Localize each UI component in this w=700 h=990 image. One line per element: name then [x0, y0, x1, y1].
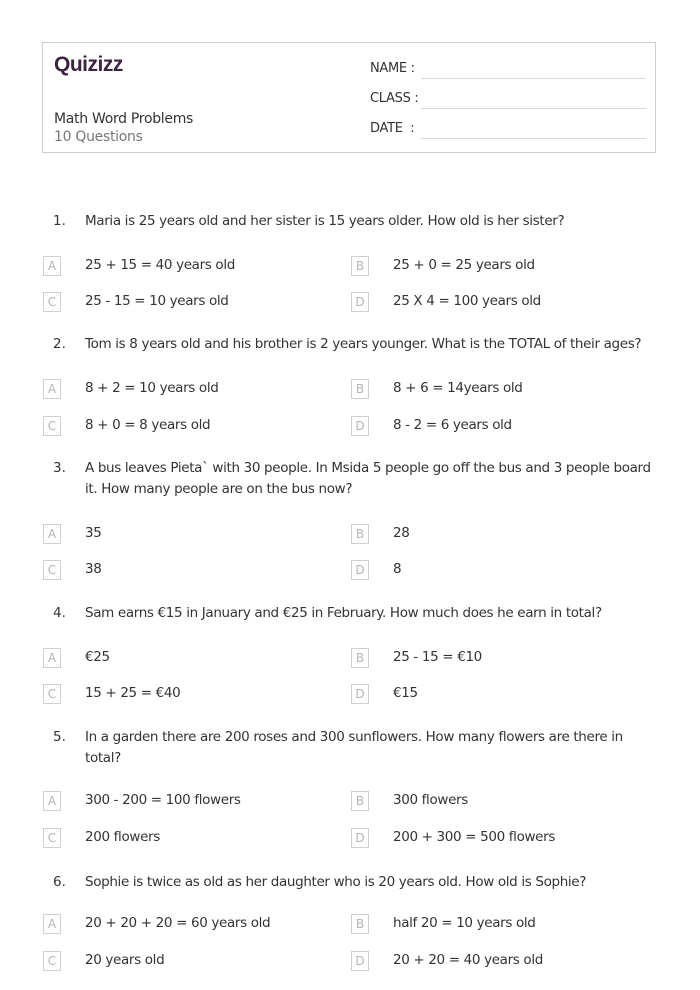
option-text: 20 + 20 + 20 = 60 years old [85, 915, 271, 931]
option-text: 300 flowers [393, 792, 468, 808]
class-label: CLASS : [370, 91, 419, 106]
option-letter-box: C [43, 416, 61, 436]
option-text: 25 - 15 = €10 [393, 649, 482, 665]
question-text: Tom is 8 years old and his brother is 2 years younger. What is the TOTAL of their ages? [85, 336, 642, 352]
option-text: half 20 = 10 years old [393, 915, 536, 931]
option-letter-box: A [43, 914, 61, 934]
name-label: NAME : [370, 61, 415, 76]
option-text: €15 [393, 685, 418, 701]
class-field[interactable] [421, 108, 646, 109]
option-text: 8 + 0 = 8 years old [85, 417, 211, 433]
option-text: 300 - 200 = 100 flowers [85, 792, 241, 808]
date-field[interactable] [421, 138, 646, 139]
option-text: 20 years old [85, 952, 165, 968]
option-letter-box: A [43, 791, 61, 811]
question-text: Maria is 25 years old and her sister is 15 years older. How old is her sister? [85, 213, 565, 229]
question-number: 1. [53, 213, 66, 229]
option-text: 200 + 300 = 500 flowers [393, 829, 556, 845]
option-letter-box: D [351, 560, 369, 580]
question-number: 4. [53, 605, 66, 621]
option-text: €25 [85, 649, 110, 665]
question-text: A bus leaves Pieta` with 30 people. In Msida 5 people go off the bus and 3 people board it. How many people are on the bus now? [85, 460, 651, 497]
option-text: 25 + 0 = 25 years old [393, 257, 535, 273]
option-letter-box: B [351, 524, 369, 544]
option-text: 25 + 15 = 40 years old [85, 257, 235, 273]
option-letter-box: D [351, 684, 369, 704]
question-number: 2. [53, 336, 66, 352]
option-letter-box: A [43, 379, 61, 399]
option-letter-box: C [43, 951, 61, 971]
question-text: Sophie is twice as old as her daughter who is 20 years old. How old is Sophie? [85, 874, 587, 890]
option-letter-box: C [43, 828, 61, 848]
option-letter-box: C [43, 684, 61, 704]
question-count: 10 Questions [54, 129, 143, 145]
name-field[interactable] [421, 78, 646, 79]
option-letter-box: B [351, 379, 369, 399]
option-text: 200 flowers [85, 829, 160, 845]
option-letter-box: A [43, 648, 61, 668]
option-letter-box: B [351, 791, 369, 811]
question-number: 5. [53, 729, 66, 745]
option-letter-box: B [351, 256, 369, 276]
option-text: 20 + 20 = 40 years old [393, 952, 543, 968]
date-label: DATE : [370, 121, 415, 136]
worksheet-header [42, 42, 656, 153]
question-text: In a garden there are 200 roses and 300 sunflowers. How many flowers are there in total? [85, 729, 623, 766]
question-number: 6. [53, 874, 66, 890]
option-letter-box: D [351, 828, 369, 848]
option-text: 15 + 25 = €40 [85, 685, 181, 701]
option-text: 28 [393, 525, 410, 541]
option-letter-box: D [351, 292, 369, 312]
question-number: 3. [53, 460, 66, 476]
option-text: 25 - 15 = 10 years old [85, 293, 229, 309]
option-text: 38 [85, 561, 102, 577]
question-text: Sam earns €15 in January and €25 in February. How much does he earn in total? [85, 605, 602, 621]
option-letter-box: C [43, 560, 61, 580]
option-text: 8 + 2 = 10 years old [85, 380, 219, 396]
option-letter-box: B [351, 648, 369, 668]
option-letter-box: A [43, 524, 61, 544]
option-text: 8 - 2 = 6 years old [393, 417, 512, 433]
option-letter-box: A [43, 256, 61, 276]
option-letter-box: B [351, 914, 369, 934]
option-letter-box: C [43, 292, 61, 312]
option-text: 8 + 6 = 14years old [393, 380, 523, 396]
option-text: 25 X 4 = 100 years old [393, 293, 541, 309]
worksheet-title: Math Word Problems [54, 111, 194, 127]
option-text: 35 [85, 525, 102, 541]
option-text: 8 [393, 561, 402, 577]
option-letter-box: D [351, 951, 369, 971]
quizizz-logo: Quizizz [54, 53, 123, 76]
option-letter-box: D [351, 416, 369, 436]
